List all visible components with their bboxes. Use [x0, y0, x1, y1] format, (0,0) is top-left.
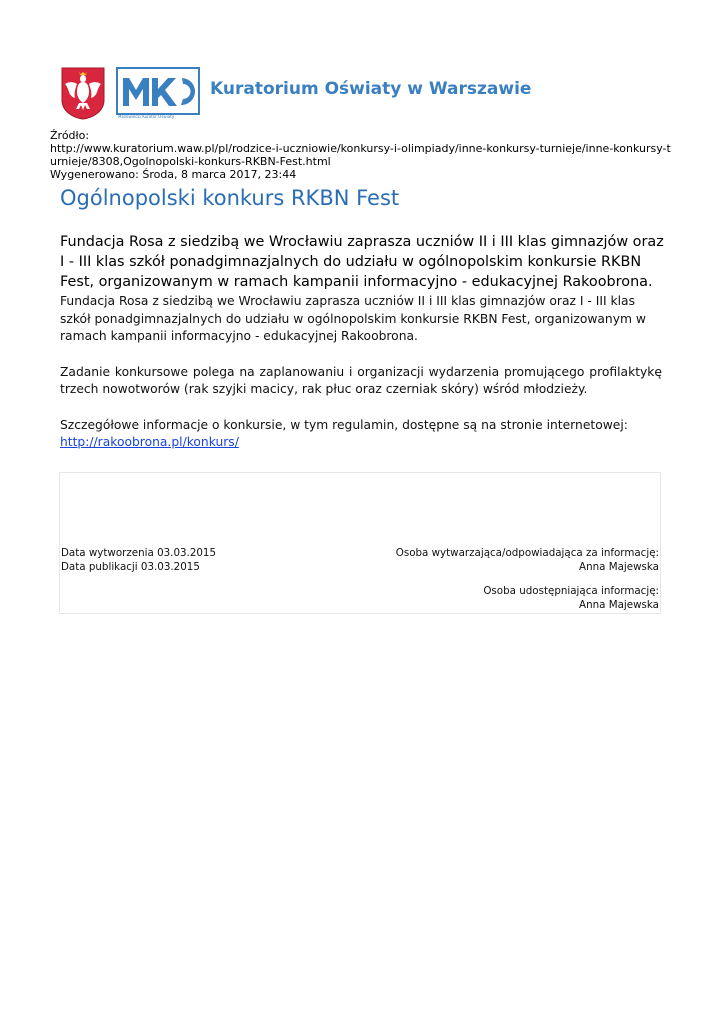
organization-name: Kuratorium Oświaty w Warszawie: [210, 79, 532, 99]
metadata-box: [59, 472, 661, 614]
generated-timestamp: Wygenerowano: Środa, 8 marca 2017, 23:44: [50, 168, 297, 181]
logo-subtitle: Mazowiecki Kurator Oświaty: [118, 114, 175, 119]
page-header: [60, 64, 680, 124]
publication-date: Data publikacji 03.03.2015: [61, 561, 200, 573]
responsible-name: Anna Majewska: [579, 561, 659, 573]
contest-link[interactable]: http://rakoobrona.pl/konkurs/: [60, 435, 239, 449]
mko-logo-icon: [116, 64, 200, 120]
article-lead: Fundacja Rosa z siedzibą we Wrocławiu zaprasza uczniów II i III klas gimnazjów oraz I - III klas szkół ponadgimnazjalnych do udziału w ogólnopolskim konkursie RKBN Fest, organizowanym w ramach kampanii informacyjno - edukacyjnej Rakoobrona.: [60, 234, 664, 290]
source-label: Źródło:: [50, 129, 90, 142]
article-body: [60, 293, 662, 470]
polish-eagle-emblem-icon: [60, 66, 106, 120]
article-paragraph: [60, 417, 662, 452]
responsible-person-block: [396, 546, 659, 574]
creation-date: Data wytworzenia 03.03.2015: [61, 547, 217, 559]
sharing-label: Osoba udostępniająca informację:: [483, 585, 659, 597]
article-paragraph: Fundacja Rosa z siedzibą we Wrocławiu zaprasza uczniów II i III klas gimnazjów oraz I - III klas szkół ponadgimnazjalnych do udziału w ogólnopolskim konkursie RKBN Fest, organizowanym w ramach kampanii informacyjno - edukacyjnej Rakoobrona.: [60, 294, 646, 343]
sharing-person-block: [483, 584, 659, 612]
paragraph-text: Szczegółowe informacje o konkursie, w tym regulamin, dostępne są na stronie internetowej:: [60, 417, 628, 432]
article-paragraph: Zadanie konkursowe polega na zaplanowaniu i organizacji wydarzenia promującego profilaktykę trzech nowotworów (rak szyjki macicy, rak płuc oraz czerniak skóry) wśród młodzieży.: [60, 364, 662, 396]
dates-block: [61, 546, 216, 574]
source-url[interactable]: http://www.kuratorium.waw.pl/pl/rodzice-i-uczniowie/konkursy-i-olimpiady/inne-konkursy-turnieje/inne-konkursy-turnieje/8308,Ogolnopolski-konkurs-RKBN-Fest.html: [50, 142, 671, 168]
sharing-name: Anna Majewska: [579, 599, 659, 611]
source-block: [50, 129, 672, 181]
article-title: Ogólnopolski konkurs RKBN Fest: [60, 186, 400, 210]
responsible-label: Osoba wytwarzająca/odpowiadająca za informację:: [395, 547, 659, 559]
